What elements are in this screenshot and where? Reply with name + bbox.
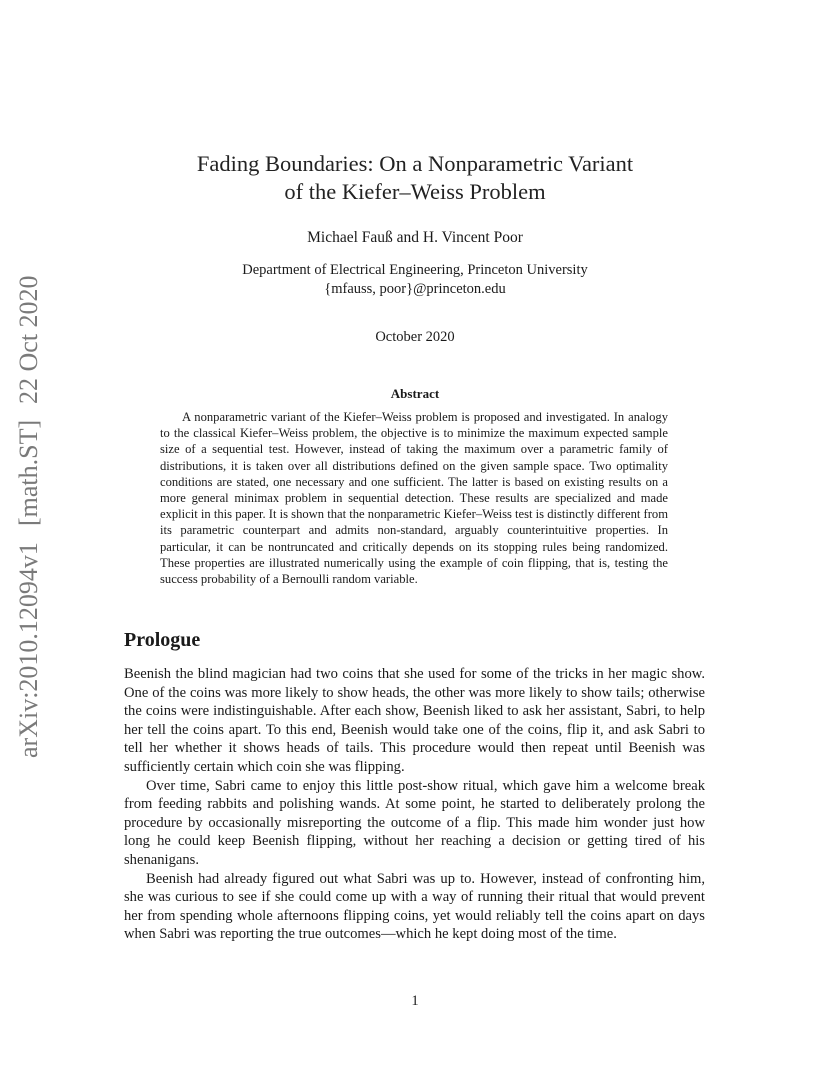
paper-date: October 2020 — [375, 329, 455, 345]
title-line-2: of the Kiefer–Weiss Problem — [284, 179, 546, 204]
prologue-paragraph-1: Beenish the blind magician had two coins that she used for some of the tricks in her magic show. One of the coins was more likely to show heads, the other was more likely to show tails; otherwise the coins were indistinguishable. After each show, Beenish liked to ask her assistant, Sabri, to help her tell the coins apart. To this end, Beenish would take one of the coins, flip it, and ask Sabri to tell her whether it shows heads of tails. This procedure would then repeat until Beenish was sufficiently certain which coin she was flipping. — [124, 666, 705, 775]
abstract-text: A nonparametric variant of the Kiefer–Weiss problem is proposed and investigated. In analogy to the classical Kiefer–Weiss problem, the objective is to minimize the maximum expected sample size of a sequential test. However, instead of taking the maximum over a parametric family of distributions, it is taken over all distributions defined on the given sample space. Two optimality conditions are stated, one necessary and one sufficient. The latter is based on existing results on a more general minimax problem in sequential detection. These results are specialized and made explicit in this paper. It is shown that the nonparametric Kiefer–Weiss test is distinctly different from its parametric counterpart and admits non-standard, arguably counterintuitive properties. In particular, it can be nontruncated and critically depends on its stopping rules being randomized. These properties are illustrated numerically using the example of coin flipping, that is, testing the success probability of a Bernoulli random variable. — [160, 410, 668, 587]
authors: Michael Fauß and H. Vincent Poor — [307, 229, 523, 246]
paper-title — [110, 150, 720, 206]
prologue-paragraph-3: Beenish had already figured out what Sabri was up to. However, instead of confronting him, she was curious to see if she could come up with a way of running their ritual that would prevent her from spending whole afternoons flipping coins, yet would reliably tell the coins apart on days when Sabri was reporting the true outcomes—which he kept doing most of the time. — [124, 870, 705, 943]
prologue-body — [124, 665, 705, 944]
arxiv-stamp — [14, 275, 44, 775]
page-number: 1 — [411, 993, 419, 1009]
arxiv-category: [math.ST] — [14, 419, 43, 526]
email: {mfauss, poor}@princeton.edu — [324, 281, 506, 297]
title-line-1: Fading Boundaries: On a Nonparametric Variant — [196, 151, 634, 176]
arxiv-date: 22 Oct 2020 — [14, 275, 43, 404]
arxiv-id: arXiv:2010.12094v1 — [14, 541, 43, 758]
abstract-heading: Abstract — [390, 386, 440, 401]
affiliation-block — [110, 261, 720, 299]
affiliation: Department of Electrical Engineering, Princeton University — [242, 262, 588, 278]
prologue-paragraph-2: Over time, Sabri came to enjoy this little post-show ritual, which gave him a welcome break from feeding rabbits and polishing wands. At some point, he started to deliberately prolong the procedure by occasionally misreporting the outcome of a flip. This made him wonder just how long he could keep Beenish flipping, without her reaching a decision or getting tired of his shenanigans. — [124, 777, 705, 868]
section-heading-prologue: Prologue — [124, 629, 201, 651]
